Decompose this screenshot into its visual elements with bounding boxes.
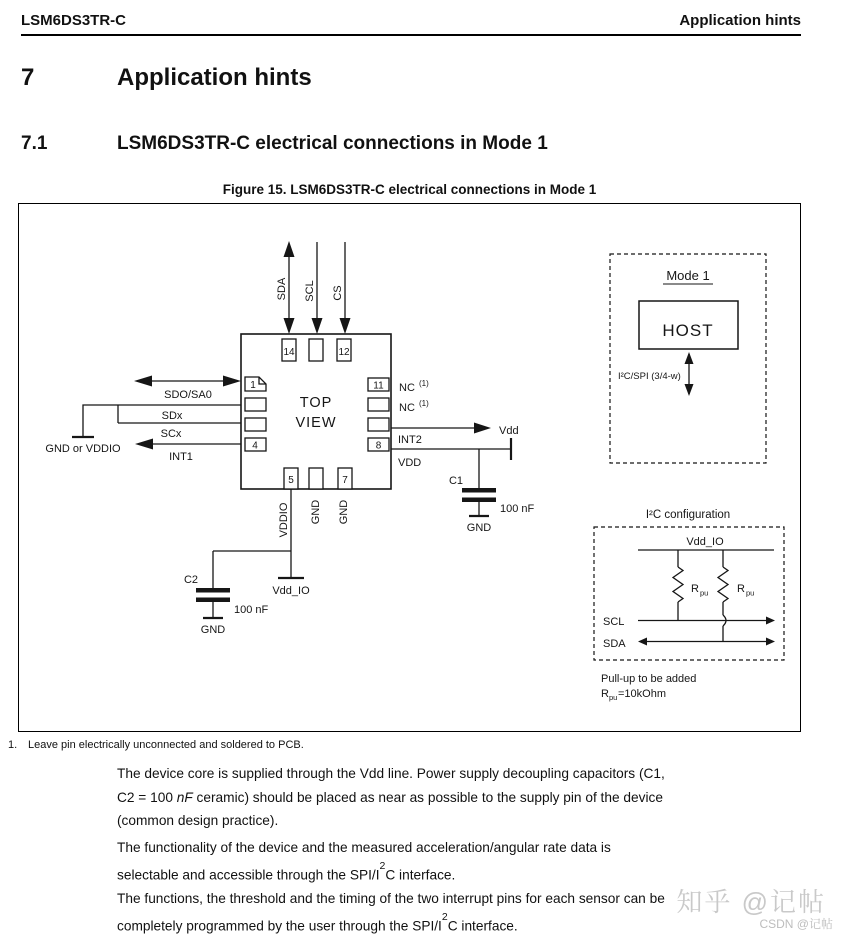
watermark-csdn: CSDN @记帖 bbox=[759, 917, 833, 931]
bus-arrow bbox=[685, 352, 694, 396]
sdo-sa0-arrow bbox=[134, 376, 241, 387]
sda-line bbox=[638, 638, 775, 646]
subsection-number: 7.1 bbox=[21, 133, 48, 154]
pin-4-number: 4 bbox=[252, 440, 258, 452]
i2c-rail-label: Vdd_IO bbox=[686, 536, 724, 548]
gnd-or-vddio-label: GND or VDDIO bbox=[45, 443, 121, 455]
vddio-pin-label: VDDIO bbox=[278, 502, 290, 538]
pin-1-number: 1 bbox=[250, 380, 256, 391]
p1-line2a: C2 = 100 bbox=[117, 789, 177, 805]
p3-line1: The functions, the threshold and the timing of the two interrupt pins for each sensor can be bbox=[117, 891, 665, 906]
figure-caption: Figure 15. LSM6DS3TR-C electrical connections in Mode 1 bbox=[222, 182, 597, 197]
c2-gnd-label: GND bbox=[200, 624, 226, 636]
subsection-title: LSM6DS3TR-C electrical connections in Mode 1 bbox=[117, 133, 548, 154]
vdd-rail-label: Vdd bbox=[499, 425, 519, 437]
section-number: 7 bbox=[21, 64, 35, 91]
body-paragraph-2 bbox=[117, 836, 807, 887]
c2-value: 100 nF bbox=[234, 604, 269, 616]
cs-label: CS bbox=[332, 285, 344, 301]
scx-label: SCx bbox=[160, 428, 182, 440]
p3-superscript: 2 bbox=[441, 910, 448, 923]
capacitor-c1 bbox=[462, 449, 496, 516]
int1-label: INT1 bbox=[169, 451, 193, 463]
scl-line bbox=[638, 617, 775, 625]
pin-12-number: 12 bbox=[338, 347, 350, 358]
pullup-note-2-sub: pu bbox=[609, 693, 618, 702]
i2c-sda-label: SDA bbox=[603, 638, 626, 650]
pullup-note-2-rest: =10kOhm bbox=[618, 688, 666, 700]
body-paragraph-1 bbox=[117, 762, 807, 833]
chip-top-label: TOP bbox=[299, 395, 333, 411]
chip-view-label: VIEW bbox=[295, 415, 337, 431]
c1-value: 100 nF bbox=[500, 503, 535, 515]
nc1-superscript: (1) bbox=[419, 379, 429, 388]
sdx-label: SDx bbox=[161, 410, 183, 422]
p2-superscript: 2 bbox=[379, 859, 386, 872]
pullup-resistor-2 bbox=[718, 550, 728, 641]
section-title: Application hints bbox=[117, 64, 312, 91]
pin-8-number: 8 bbox=[375, 440, 382, 452]
pin-11-number: 11 bbox=[373, 380, 384, 392]
device-label: LSM6DS3TR-C bbox=[643, 418, 735, 433]
rpu1-subscript: pu bbox=[700, 588, 709, 598]
pin-6 bbox=[309, 468, 323, 489]
rpu1-label: R bbox=[691, 583, 699, 595]
figure-box bbox=[18, 203, 801, 732]
p1-line2-italic: nF bbox=[176, 789, 193, 805]
sdx-scx-wires bbox=[72, 405, 241, 437]
nc2-label: NC bbox=[399, 402, 415, 414]
mode1-panel bbox=[610, 254, 766, 463]
c2-label: C2 bbox=[183, 574, 198, 586]
pin-10 bbox=[368, 398, 389, 411]
p1-line2b: ceramic) should be placed as near as possible to the supply pin of the device bbox=[192, 789, 663, 805]
int2-label: INT2 bbox=[398, 434, 422, 446]
footnote-number: 1. bbox=[8, 739, 18, 751]
p1-line1: The device core is supplied through the Vdd line. Power supply decoupling capacitors (C1, bbox=[117, 766, 665, 781]
gnd-pin-label-1: GND bbox=[310, 499, 322, 525]
c1-label: C1 bbox=[448, 475, 463, 487]
circuit-diagram bbox=[19, 204, 800, 730]
pin-2 bbox=[245, 398, 266, 411]
i2c-scl-label: SCL bbox=[603, 616, 625, 628]
i2c-title: I²C configuration bbox=[645, 509, 731, 521]
pin-14-number: 14 bbox=[283, 347, 295, 358]
footnote-text: Leave pin electrically unconnected and soldered to PCB. bbox=[28, 739, 304, 751]
pin-3 bbox=[245, 418, 266, 431]
int1-arrow bbox=[135, 439, 241, 450]
capacitor-c2 bbox=[196, 588, 230, 618]
pin-7-number: 7 bbox=[342, 475, 348, 486]
vdd-pin-label: VDD bbox=[398, 457, 422, 469]
pullup-resistor-1 bbox=[673, 550, 683, 620]
nc2-superscript: (1) bbox=[419, 399, 429, 408]
pullup-note-1: Pull-up to be added bbox=[601, 673, 697, 685]
doc-header-left: LSM6DS3TR-C bbox=[21, 12, 127, 29]
header-rule bbox=[21, 34, 801, 36]
nc1-label: NC bbox=[399, 382, 415, 394]
sda-label: SDA bbox=[276, 277, 288, 301]
p2-line1: The functionality of the device and the measured acceleration/angular rate data is bbox=[117, 840, 611, 855]
rpu2-label: R bbox=[737, 583, 745, 595]
scl-label: SCL bbox=[304, 280, 316, 302]
p2-line2a: selectable and accessible through the SPI/I bbox=[117, 867, 380, 883]
gnd-pin-label-2: GND bbox=[338, 499, 350, 525]
p3-line2b: C interface. bbox=[447, 918, 518, 934]
pin-13 bbox=[309, 339, 323, 361]
i2c-panel bbox=[594, 509, 784, 702]
p3-line2a: completely programmed by the user through the SPI/I bbox=[117, 918, 442, 934]
vdd-io-label: Vdd_IO bbox=[272, 585, 310, 597]
pin-5-number: 5 bbox=[288, 475, 294, 486]
c1-gnd-label: GND bbox=[466, 522, 492, 534]
bus-label: I²C/SPI (3/4-w) bbox=[618, 371, 681, 382]
pin-9 bbox=[368, 418, 389, 431]
watermark-zhihu: 知乎 @记帖 bbox=[676, 887, 826, 917]
host-label: HOST bbox=[662, 321, 714, 340]
p1-line3: (common design practice). bbox=[117, 813, 279, 828]
sdo-sa0-label: SDO/SA0 bbox=[164, 389, 212, 401]
int2-arrow bbox=[391, 423, 491, 434]
rpu2-subscript: pu bbox=[746, 588, 755, 598]
vddio-wire bbox=[213, 489, 304, 588]
p2-line2b: C interface. bbox=[385, 867, 456, 883]
pullup-note-2-r: R bbox=[601, 688, 609, 700]
doc-header-right: Application hints bbox=[679, 12, 801, 29]
mode1-title: Mode 1 bbox=[666, 268, 710, 283]
